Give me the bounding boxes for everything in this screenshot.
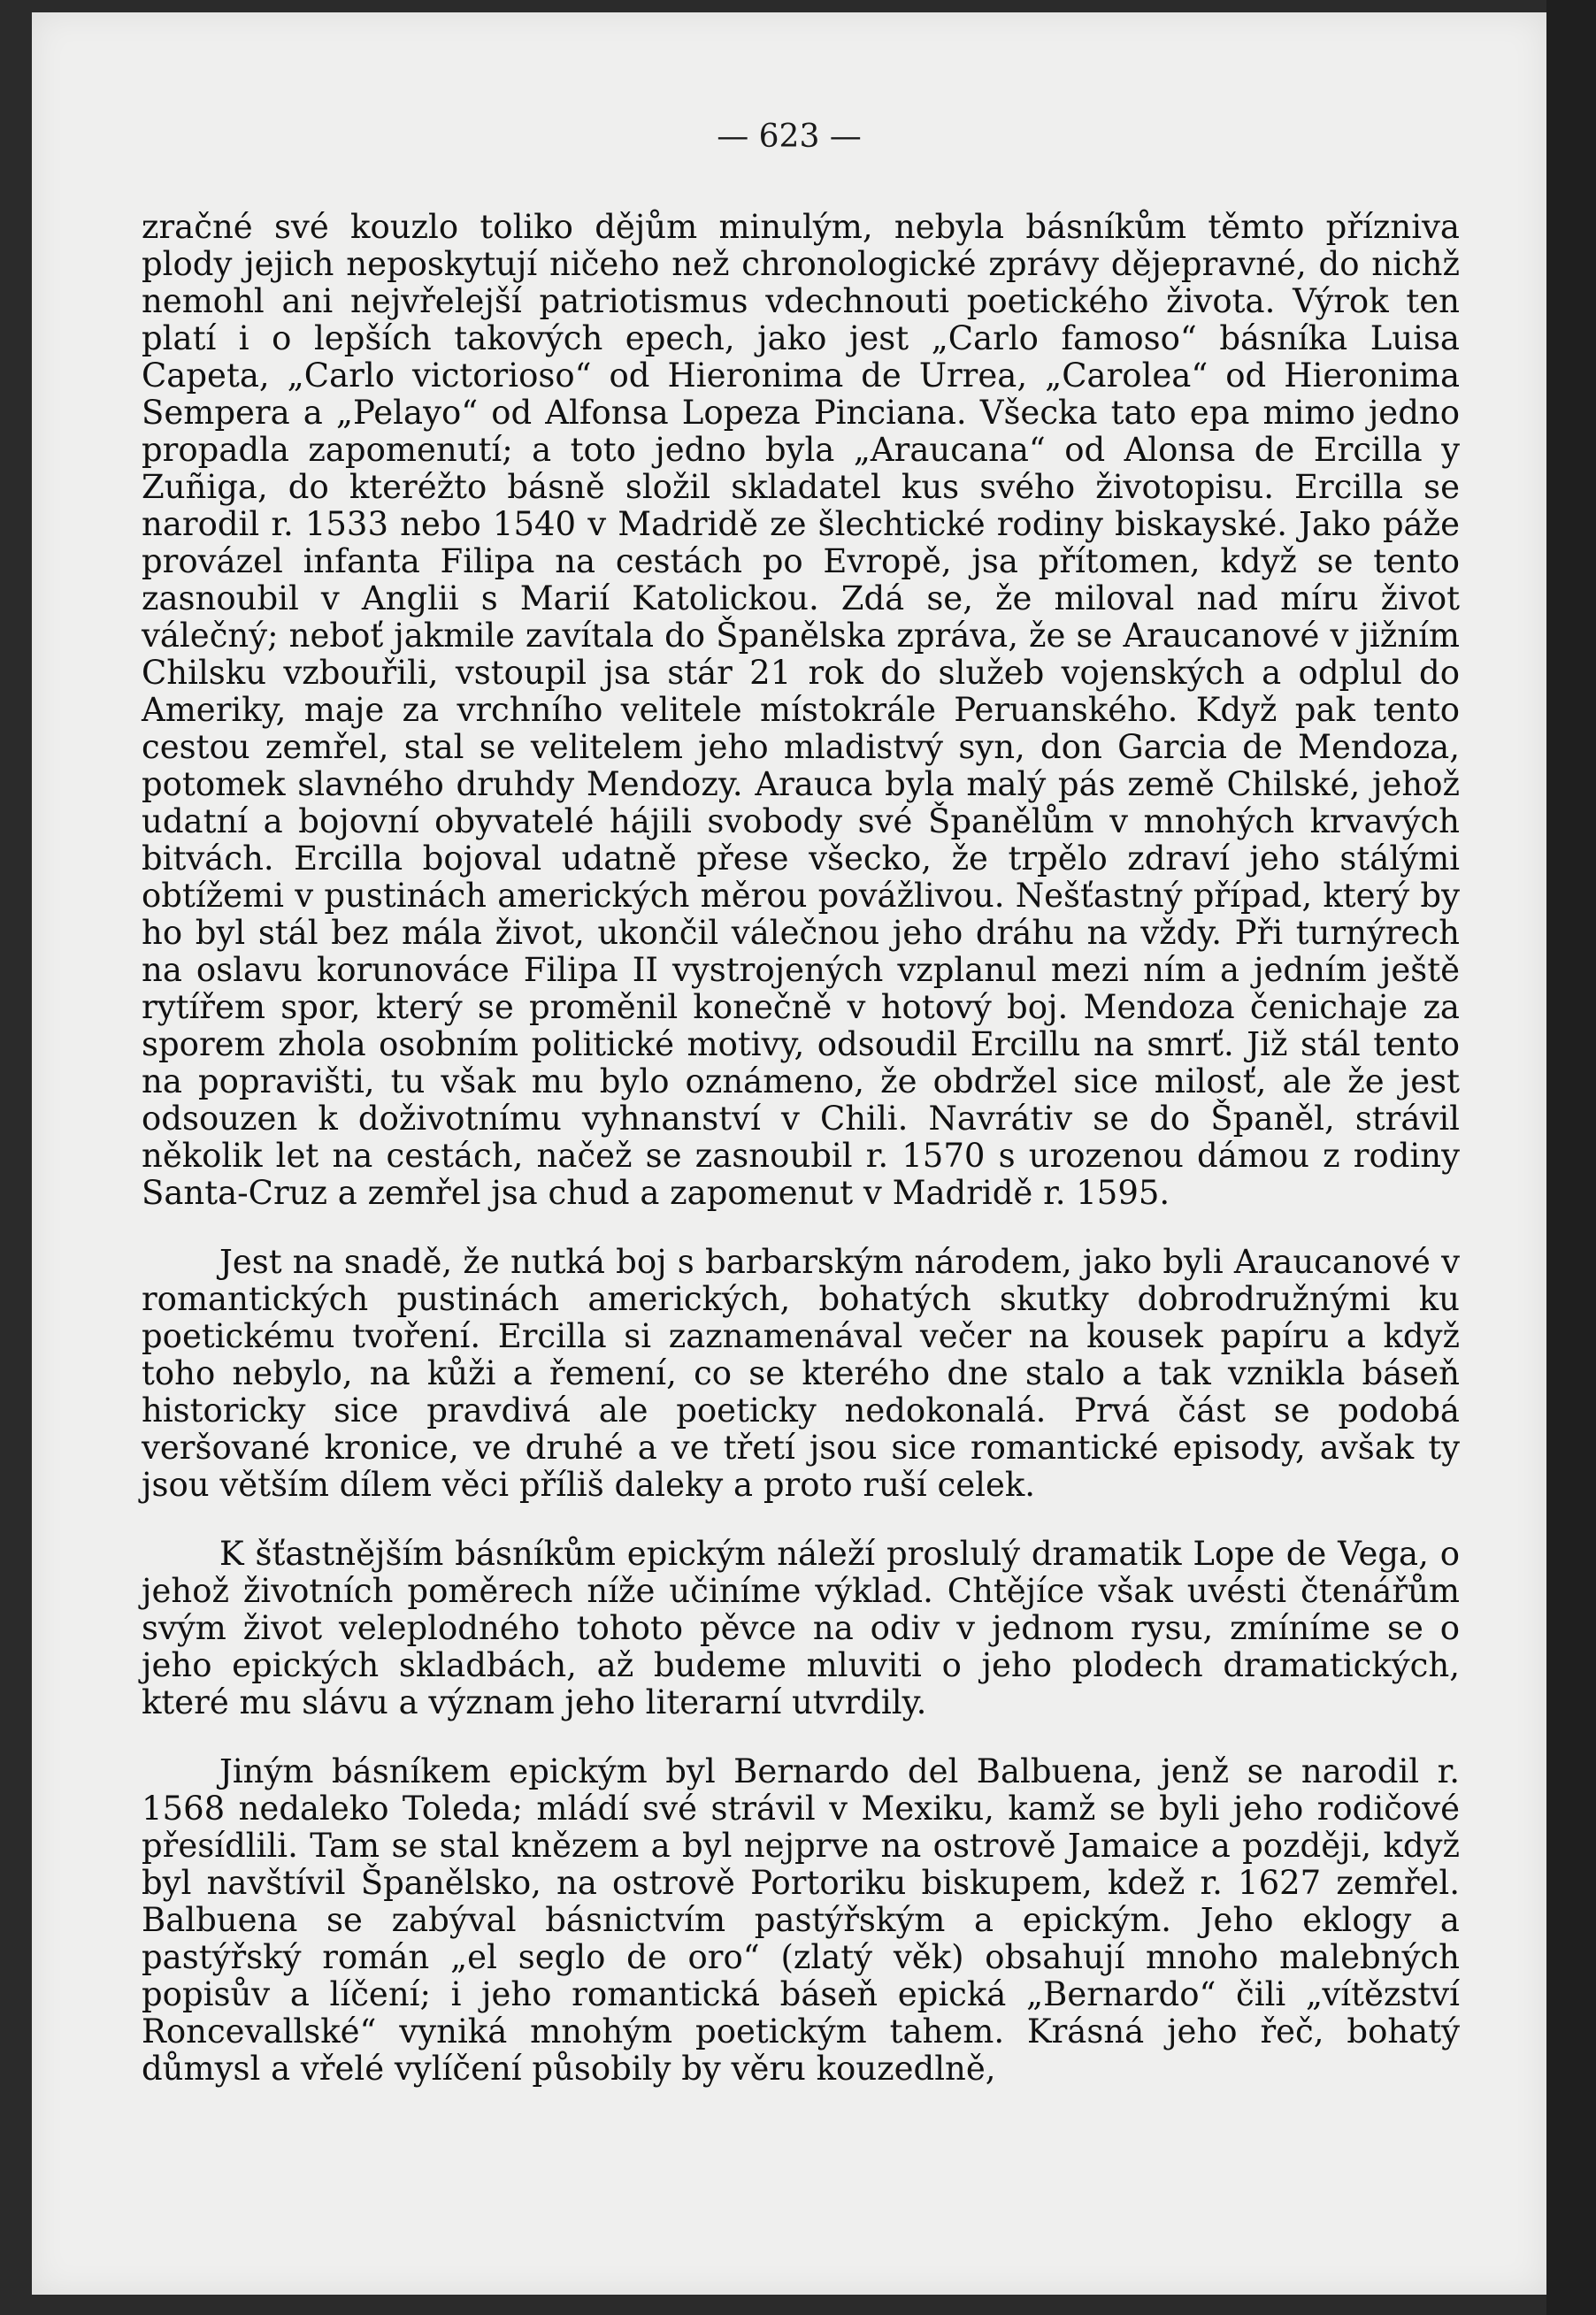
paragraph-2: Jest na snadě, že nutká boj s barbarským národem, jako byli Araucanové v romantických pustinách amerických, bohatých skutky dobrodružnými ku poetickému tvoření. Ercilla si zaznamenával večer na kousek papíru a když toho nebylo, na kůži a řemení, co se kterého dne stalo a tak vznikla báseň historicky sice pravdivá ale poeticky nedokonalá. Prvá část se podobá veršované kronice, ve druhé a ve třetí jsou sice romantické episody, avšak ty jsou větším dílem věci příliš daleky a proto ruší celek. xyxy=(142,1243,1460,1504)
body-text xyxy=(142,209,1460,2088)
paragraph-3: K šťastnějším básníkům epickým náleží proslulý dramatik Lope de Vega, o jehož životních poměrech níže učiníme výklad. Chtějíce však uvésti čtenářům svým život veleplodného tohoto pěvce na odiv v jednom rysu, zmíníme se o jeho epických skladbách, až budeme mluviti o jeho plodech dramatických, které mu slávu a význam jeho literarní utvrdily. xyxy=(142,1535,1460,1721)
scan-edge xyxy=(1546,0,1596,2315)
page-number: — 623 — xyxy=(717,119,862,155)
paragraph-4: Jiným básníkem epickým byl Bernardo del Balbuena, jenž se narodil r. 1568 nedaleko Toleda; mládí své strávil v Mexiku, kamž se byli jeho rodičové přesídlili. Tam se stal knězem a byl nejprve na ostrově Jamaice a později, když byl navštívil Španělsko, na ostrově Portoriku biskupem, kdež r. 1627 zemřel. Balbuena se zabýval básnictvím pastýřským a epickým. Jeho eklogy a pastýřský román „el seglo de oro“ (zlatý věk) obsahují mnoho malebných popisův a líčení; i jeho romantická báseň epická „Bernardo“ čili „vítězství Roncevallské“ vyniká mnohým poetickým tahem. Krásná jeho řeč, bohatý důmysl a vřelé vylíčení působily by věru kouzedlně, xyxy=(142,1752,1460,2088)
book-page xyxy=(32,12,1546,2295)
paragraph-1: zračné své kouzlo toliko dějům minulým, nebyla básníkům těmto přízniva plody jejich neposkytují ničeho než chronologické zprávy dějepravné, do nichž nemohl ani nejvřelejší patriotismus vdechnouti poetického života. Výrok ten platí i o lepších takových epech, jako jest „Carlo famoso“ básníka Luisa Capeta, „Carlo victorioso“ od Hieronima de Urrea, „Carolea“ od Hieronima Sempera a „Pelayo“ od Alfonsa Lopeza Pinciana. Všecka tato epa mimo jedno propadla zapomenutí; a toto jedno byla „Araucana“ od Alonsa de Ercilla y Zuñiga, do kteréžto básně složil skladatel kus svého životopisu. Ercilla se narodil r. 1533 nebo 1540 v Madridě ze šlechtické rodiny biskayské. Jako páže provázel infanta Filipa na cestách po Evropě, jsa přítomen, když se tento zasnoubil v Anglii s Marií Katolickou. Zdá se, že miloval nad míru život válečný; neboť jakmile zavítala do Španělska zpráva, že se Araucanové v jižním Chilsku vzbouřili, vstoupil jsa stár 21 rok do služeb vojenských a odplul do Ameriky, maje za vrchního velitele místokrále Peruanského. Když pak tento cestou zemřel, stal se velitelem jeho mladistvý syn, don Garcia de Mendoza, potomek slavného druhdy Mendozy. Arauca byla malý pás země Chilské, jehož udatní a bojovní obyvatelé hájili svobody své Španělům v mnohých krvavých bitvách. Ercilla bojoval udatně přese všecko, že trpělo zdraví jeho stálými obtížemi v pustinách amerických měrou povážlivou. Nešťastný případ, který by ho byl stál bez mála život, ukončil válečnou jeho dráhu na vždy. Při turnýrech na oslavu korunováce Filipa II vystrojených vzplanul mezi ním a jedním ještě rytířem spor, který se proměnil konečně v hotový boj. Mendoza čenichaje za sporem zhola osobním politické motivy, odsoudil Ercillu na smrť. Již stál tento na popravišti, tu však mu bylo oznámeno, že obdržel sice milosť, ale že jest odsouzen k doživotnímu vyhnanství v Chili. Navrátiv se do Španěl, strávil několik let na cestách, načež se zasnoubil r. 1570 s urozenou dámou z rodiny Santa-Cruz a zemřel jsa chud a zapomenut v Madridě r. 1595. xyxy=(142,208,1460,1212)
